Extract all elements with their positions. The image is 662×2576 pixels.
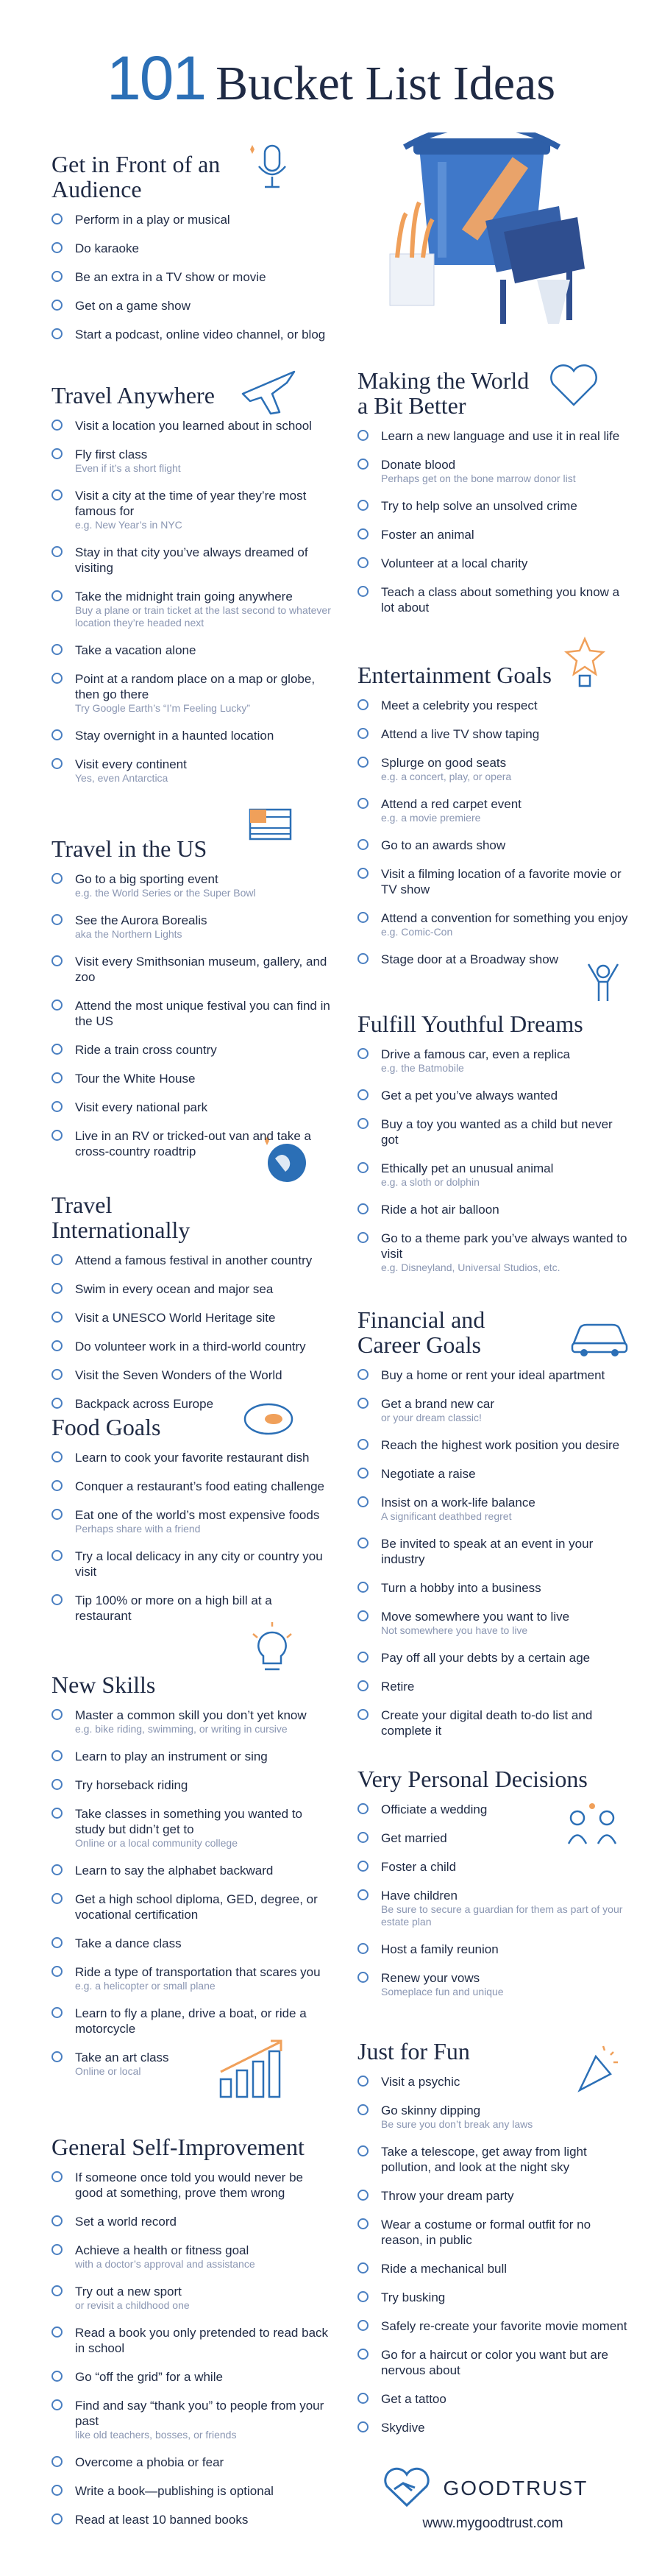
list-item: Try busking bbox=[357, 2290, 630, 2305]
checkbox-circle[interactable] bbox=[51, 758, 63, 769]
checkbox-circle[interactable] bbox=[357, 798, 369, 809]
list-item: Take classes in something you wanted to study but didn’t get to Online or a local community college bbox=[51, 1806, 331, 1850]
list-item: Reach the highest work position you desire bbox=[357, 1437, 630, 1453]
checkbox-circle[interactable] bbox=[51, 1312, 63, 1323]
section-title: Very Personal Decisions bbox=[357, 1766, 588, 1792]
bucket-illustration-icon bbox=[375, 132, 611, 346]
list-item: Move somewhere you want to live Not somewhere you have to live bbox=[357, 1609, 630, 1637]
checkbox-circle[interactable] bbox=[51, 2513, 63, 2524]
section-just-for-fun bbox=[357, 2039, 630, 2449]
section-audience bbox=[51, 152, 331, 355]
checkbox-circle[interactable] bbox=[51, 2215, 63, 2226]
list-item: Ride a type of transportation that scares you e.g. a helicopter or small plane bbox=[51, 1964, 331, 1992]
checkbox-circle[interactable] bbox=[357, 699, 369, 710]
checkbox-circle[interactable] bbox=[357, 500, 369, 511]
list-item: Pay off all your debts by a certain age bbox=[357, 1650, 630, 1666]
list-item: Learn to fly a plane, drive a boat, or ride a motorcycle bbox=[51, 2006, 331, 2037]
checkbox-circle[interactable] bbox=[51, 2007, 63, 2018]
checkbox-circle[interactable] bbox=[51, 546, 63, 557]
list-item: Get a tattoo bbox=[357, 2391, 630, 2407]
list-item: Insist on a work-life balance A significant deathbed regret bbox=[357, 1495, 630, 1523]
section-title: Making the World a Bit Better bbox=[357, 367, 530, 419]
list-item: Set a world record bbox=[51, 2214, 331, 2229]
list-item: Have children Be sure to secure a guardian for them as part of your estate plan bbox=[357, 1888, 630, 1928]
list-item: Eat one of the world’s most expensive foods Perhaps share with a friend bbox=[51, 1507, 331, 1535]
checkbox-circle[interactable] bbox=[51, 1369, 63, 1380]
checkbox-circle[interactable] bbox=[357, 2320, 369, 2331]
checkbox-circle[interactable] bbox=[51, 1480, 63, 1491]
checkbox-circle[interactable] bbox=[357, 757, 369, 768]
list-item: Get married bbox=[357, 1830, 630, 1846]
list-item: Do volunteer work in a third-world country bbox=[51, 1339, 331, 1354]
list-item: Take a dance class bbox=[51, 1936, 331, 1951]
checkbox-circle[interactable] bbox=[51, 1044, 63, 1055]
list-item: Attend a famous festival in another country bbox=[51, 1253, 331, 1268]
checkbox-circle[interactable] bbox=[51, 242, 63, 253]
checkbox-circle[interactable] bbox=[51, 489, 63, 500]
section-food-goals bbox=[51, 1415, 331, 1637]
list-item: Try horseback riding bbox=[51, 1777, 331, 1793]
section-personal-decisions bbox=[357, 1766, 630, 2011]
list-item: Stage door at a Broadway show bbox=[357, 952, 630, 967]
list-item: Swim in every ocean and major sea bbox=[51, 1281, 331, 1297]
checkbox-circle[interactable] bbox=[51, 999, 63, 1011]
list-item: Visit every national park bbox=[51, 1100, 331, 1115]
section-title: Just for Fun bbox=[357, 2038, 470, 2064]
checkbox-circle[interactable] bbox=[357, 1610, 369, 1621]
list-item: Donate blood Perhaps get on the bone marrow donor list bbox=[357, 457, 630, 485]
checkbox-circle[interactable] bbox=[51, 1750, 63, 1761]
checkbox-circle[interactable] bbox=[51, 213, 63, 224]
checkbox-circle[interactable] bbox=[357, 1943, 369, 1954]
list-item: Turn a hobby into a business bbox=[357, 1580, 630, 1596]
checkbox-circle[interactable] bbox=[357, 1538, 369, 1549]
list-item: Ethically pet an unusual animal e.g. a sloth or dolphin bbox=[357, 1161, 630, 1189]
checkbox-circle[interactable] bbox=[357, 557, 369, 568]
section-financial-career bbox=[357, 1307, 630, 1752]
checkbox-circle[interactable] bbox=[357, 2349, 369, 2360]
list-item: Visit the Seven Wonders of the World bbox=[51, 1367, 331, 1383]
checkbox-circle[interactable] bbox=[51, 1808, 63, 1819]
footer-url-link[interactable]: www.mygoodtrust.com bbox=[422, 2516, 563, 2531]
list-item: Attend a convention for something you enjoy e.g. Comic-Con bbox=[357, 910, 630, 938]
checkbox-circle[interactable] bbox=[357, 1203, 369, 1214]
list-item: Create your digital death to-do list and complete it bbox=[357, 1708, 630, 1738]
section-new-skills bbox=[51, 1672, 331, 2091]
checkbox-circle[interactable] bbox=[357, 728, 369, 739]
checkbox-circle[interactable] bbox=[357, 2145, 369, 2156]
section-travel-us bbox=[51, 836, 331, 1172]
list-item: Write a book—publishing is optional bbox=[51, 2483, 331, 2499]
list-item: See the Aurora Borealis aka the Northern Lights bbox=[51, 913, 331, 941]
checkbox-circle[interactable] bbox=[357, 1232, 369, 1243]
list-item: Master a common skill you don’t yet know e.g. bike riding, swimming, or writing in cursive bbox=[51, 1708, 331, 1735]
checkbox-circle[interactable] bbox=[51, 1101, 63, 1112]
list-item: Be an extra in a TV show or movie bbox=[51, 269, 331, 285]
checkbox-circle[interactable] bbox=[51, 1072, 63, 1083]
list-item: Go “off the grid” for a while bbox=[51, 2369, 331, 2385]
list-item: Visit a UNESCO World Heritage site bbox=[51, 1310, 331, 1326]
list-item: Visit a psychic bbox=[357, 2074, 630, 2090]
checkbox-circle[interactable] bbox=[357, 1861, 369, 1872]
list-item: Conquer a restaurant’s food eating challenge bbox=[51, 1479, 331, 1494]
list-item: Officiate a wedding bbox=[357, 1802, 630, 1817]
list-item: Buy a home or rent your ideal apartment bbox=[357, 1367, 630, 1383]
checkbox-circle[interactable] bbox=[51, 1451, 63, 1462]
checkbox-circle[interactable] bbox=[357, 1468, 369, 1479]
list-item: Visit every Smithsonian museum, gallery, and zoo bbox=[51, 954, 331, 985]
checkbox-circle[interactable] bbox=[357, 2262, 369, 2274]
list-item: Negotiate a raise bbox=[357, 1466, 630, 1482]
checkbox-circle[interactable] bbox=[51, 590, 63, 601]
checkbox-circle[interactable] bbox=[357, 1439, 369, 1450]
section-title: Food Goals bbox=[51, 1414, 161, 1440]
list-item: Do karaoke bbox=[51, 241, 331, 256]
list-item: Learn to say the alphabet backward bbox=[51, 1863, 331, 1878]
list-item: Ride a hot air balloon bbox=[357, 1202, 630, 1217]
checkbox-circle[interactable] bbox=[357, 1803, 369, 1814]
checkbox-circle[interactable] bbox=[51, 1340, 63, 1351]
checkbox-circle[interactable] bbox=[357, 1496, 369, 1507]
list-item: Get a pet you’ve always wanted bbox=[357, 1088, 630, 1103]
checkbox-circle[interactable] bbox=[51, 328, 63, 339]
checkbox-circle[interactable] bbox=[357, 912, 369, 923]
section-title: Travel in the US bbox=[51, 835, 207, 862]
section-title: Entertainment Goals bbox=[357, 662, 552, 688]
list-item: Get a brand new car or your dream classic! bbox=[357, 1396, 630, 1424]
list-item: Visit a filming location of a favorite movie or TV show bbox=[357, 866, 630, 897]
checkbox-circle[interactable] bbox=[51, 1594, 63, 1605]
list-item: Retire bbox=[357, 1679, 630, 1694]
list-item: Learn to cook your favorite restaurant dish bbox=[51, 1450, 331, 1465]
list-item: Visit every continent Yes, even Antarctica bbox=[51, 757, 331, 785]
list-item: Take an art class Online or local bbox=[51, 2050, 331, 2078]
list-item: Renew your vows Someplace fun and unique bbox=[357, 1970, 630, 1998]
list-item: Go for a haircut or color you want but are nervous about bbox=[357, 2347, 630, 2378]
list-item: Go to an awards show bbox=[357, 838, 630, 853]
list-item: Read at least 10 banned books bbox=[51, 2512, 331, 2527]
checkbox-circle[interactable] bbox=[357, 1972, 369, 1983]
list-item: Be invited to speak at an event in your industry bbox=[357, 1536, 630, 1567]
checkbox-circle[interactable] bbox=[51, 1509, 63, 1520]
list-item: Achieve a health or fitness goal with a doctor’s approval and assistance bbox=[51, 2243, 331, 2271]
checkbox-circle[interactable] bbox=[357, 868, 369, 879]
list-item: Backpack across Europe bbox=[51, 1396, 331, 1412]
checkbox-circle[interactable] bbox=[51, 2399, 63, 2410]
checkbox-circle[interactable] bbox=[357, 2218, 369, 2229]
checkbox-circle[interactable] bbox=[357, 2076, 369, 2087]
checkbox-circle[interactable] bbox=[357, 953, 369, 964]
list-item: Take a telescope, get away from light pollution, and look at the night sky bbox=[357, 2144, 630, 2175]
list-item: Take a vacation alone bbox=[51, 643, 331, 658]
list-item: Attend a live TV show taping bbox=[357, 726, 630, 742]
title-text: Bucket List Ideas bbox=[216, 57, 556, 110]
checkbox-circle[interactable] bbox=[51, 2244, 63, 2255]
checkbox-circle[interactable] bbox=[51, 1254, 63, 1265]
checkbox-circle[interactable] bbox=[51, 1966, 63, 1977]
checkbox-circle[interactable] bbox=[51, 1779, 63, 1790]
list-item: Visit a location you learned about in school bbox=[51, 418, 331, 434]
checkbox-circle[interactable] bbox=[51, 271, 63, 282]
section-title: New Skills bbox=[51, 1671, 156, 1698]
checkbox-circle[interactable] bbox=[357, 528, 369, 539]
checkbox-circle[interactable] bbox=[51, 1398, 63, 1409]
list-item: Try out a new sport or revisit a childhood one bbox=[51, 2284, 331, 2312]
checkbox-circle[interactable] bbox=[357, 1398, 369, 1409]
checkbox-circle[interactable] bbox=[51, 1864, 63, 1875]
checkbox-circle[interactable] bbox=[51, 2051, 63, 2062]
list-item: Read a book you only pretended to read back in school bbox=[51, 2325, 331, 2356]
list-item: Attend a red carpet event e.g. a movie premiere bbox=[357, 796, 630, 824]
list-item: Throw your dream party bbox=[357, 2188, 630, 2204]
section-youthful-dreams bbox=[357, 1011, 630, 1287]
checkbox-circle[interactable] bbox=[51, 2485, 63, 2496]
checkbox-circle[interactable] bbox=[51, 2285, 63, 2296]
checkbox-circle[interactable] bbox=[51, 673, 63, 684]
checkbox-circle[interactable] bbox=[51, 420, 63, 431]
checkbox-circle[interactable] bbox=[51, 2326, 63, 2338]
checkbox-circle[interactable] bbox=[357, 430, 369, 441]
page-title bbox=[0, 43, 662, 114]
list-item: Fly first class Even if it’s a short flight bbox=[51, 447, 331, 475]
handshake-heart-icon bbox=[381, 2467, 433, 2510]
list-item: Foster a child bbox=[357, 1859, 630, 1875]
checkbox-circle[interactable] bbox=[51, 914, 63, 925]
section-title: Financial and Career Goals bbox=[357, 1306, 485, 1358]
list-item: Safely re-create your favorite movie moment bbox=[357, 2318, 630, 2334]
checkbox-circle[interactable] bbox=[51, 873, 63, 884]
list-item: Drive a famous car, even a replica e.g. the Batmobile bbox=[357, 1047, 630, 1075]
list-item: Try a local delicacy in any city or country you visit bbox=[51, 1549, 331, 1579]
checkbox-circle[interactable] bbox=[51, 644, 63, 655]
list-item: Stay in that city you’ve always dreamed of visiting bbox=[51, 545, 331, 576]
title-number: 101 bbox=[106, 43, 206, 113]
goodtrust-logo[interactable] bbox=[381, 2467, 602, 2510]
list-item: Find and say “thank you” to people from your past like old teachers, bosses, or friends bbox=[51, 2398, 331, 2441]
list-item: Go to a theme park you’ve always wanted to visit e.g. Disneyland, Universal Studios, etc. bbox=[357, 1231, 630, 1274]
checkbox-circle[interactable] bbox=[357, 2190, 369, 2201]
checkbox-circle[interactable] bbox=[51, 1130, 63, 1141]
list-item: Try to help solve an unsolved crime bbox=[357, 498, 630, 514]
checkbox-circle[interactable] bbox=[51, 955, 63, 966]
list-item: Overcome a phobia or fear bbox=[51, 2455, 331, 2470]
checkbox-circle[interactable] bbox=[357, 1709, 369, 1720]
list-item: Ride a mechanical bull bbox=[357, 2261, 630, 2276]
list-item: Attend the most unique festival you can find in the US bbox=[51, 998, 331, 1029]
list-item: Start a podcast, online video channel, or blog bbox=[51, 327, 331, 342]
checkbox-circle[interactable] bbox=[357, 839, 369, 850]
checkbox-circle[interactable] bbox=[357, 459, 369, 470]
list-item: Wear a costume or formal outfit for no reason, in public bbox=[357, 2217, 630, 2248]
checkbox-circle[interactable] bbox=[51, 300, 63, 311]
brand-name: GOODTRUST bbox=[443, 2477, 588, 2499]
list-item: Tour the White House bbox=[51, 1071, 331, 1086]
checkbox-circle[interactable] bbox=[357, 1582, 369, 1593]
list-item: Live in an RV or tricked-out van and take a cross-country roadtrip bbox=[51, 1128, 331, 1159]
list-item: Meet a celebrity you respect bbox=[357, 698, 630, 713]
list-item: If someone once told you would never be good at something, prove them wrong bbox=[51, 2170, 331, 2201]
section-entertainment bbox=[357, 662, 630, 980]
list-item: Point at a random place on a map or globe, then go there Try Google Earth’s “I’m Feeling Lucky” bbox=[51, 671, 331, 715]
list-item: Take the midnight train going anywhere Buy a plane or train ticket at the last second to whatever location they’re headed next bbox=[51, 589, 331, 629]
list-item: Get a high school diploma, GED, degree, or vocational certification bbox=[51, 1892, 331, 1922]
section-title: Get in Front of an Audience bbox=[51, 151, 221, 202]
checkbox-circle[interactable] bbox=[357, 2291, 369, 2302]
checkbox-circle[interactable] bbox=[357, 1832, 369, 1843]
checkbox-circle[interactable] bbox=[357, 586, 369, 597]
list-item: Ride a train cross country bbox=[51, 1042, 331, 1058]
checkbox-circle[interactable] bbox=[357, 2393, 369, 2404]
list-item: Foster an animal bbox=[357, 527, 630, 542]
checkbox-circle[interactable] bbox=[357, 1048, 369, 1059]
checkbox-circle[interactable] bbox=[51, 1283, 63, 1294]
checkbox-circle[interactable] bbox=[357, 1118, 369, 1129]
section-travel-internationally bbox=[51, 1192, 331, 1425]
checkbox-circle[interactable] bbox=[51, 1550, 63, 1561]
section-world-better bbox=[357, 368, 630, 629]
section-title: Travel Internationally bbox=[51, 1192, 191, 1243]
list-item: Learn to play an instrument or sing bbox=[51, 1749, 331, 1764]
list-item: Skydive bbox=[357, 2420, 630, 2435]
section-self-improvement bbox=[51, 2134, 331, 2541]
list-item: Go to a big sporting event e.g. the World Series or the Super Bowl bbox=[51, 871, 331, 899]
checkbox-circle[interactable] bbox=[357, 1680, 369, 1691]
checkbox-circle[interactable] bbox=[357, 1369, 369, 1380]
checkbox-circle[interactable] bbox=[357, 1162, 369, 1173]
list-item: Learn a new language and use it in real life bbox=[357, 428, 630, 444]
list-item: Tip 100% or more on a high bill at a restaurant bbox=[51, 1593, 331, 1624]
checkbox-circle[interactable] bbox=[51, 2371, 63, 2382]
list-item: Stay overnight in a haunted location bbox=[51, 728, 331, 743]
list-item: Get on a game show bbox=[51, 298, 331, 314]
section-title: Fulfill Youthful Dreams bbox=[357, 1011, 583, 1037]
checkbox-circle[interactable] bbox=[357, 1089, 369, 1100]
list-item: Visit a city at the time of year they’re most famous for e.g. New Year’s in NYC bbox=[51, 488, 331, 531]
checkbox-circle[interactable] bbox=[51, 729, 63, 740]
list-item: Go skinny dipping Be sure you don’t break any laws bbox=[357, 2103, 630, 2131]
section-title: General Self-Improvement bbox=[51, 2134, 305, 2160]
checkbox-circle[interactable] bbox=[357, 2104, 369, 2115]
list-item: Perform in a play or musical bbox=[51, 212, 331, 227]
list-item: Volunteer at a local charity bbox=[357, 556, 630, 571]
checkbox-circle[interactable] bbox=[357, 2421, 369, 2432]
checkbox-circle[interactable] bbox=[51, 1937, 63, 1948]
list-item: Buy a toy you wanted as a child but never got bbox=[357, 1117, 630, 1147]
checkbox-circle[interactable] bbox=[51, 1709, 63, 1720]
checkbox-circle[interactable] bbox=[357, 1889, 369, 1900]
checkbox-circle[interactable] bbox=[51, 448, 63, 459]
list-item: Teach a class about something you know a lot about bbox=[357, 584, 630, 615]
section-title: Travel Anywhere bbox=[51, 382, 215, 408]
list-item: Splurge on good seats e.g. a concert, play, or opera bbox=[357, 755, 630, 783]
list-item: Host a family reunion bbox=[357, 1942, 630, 1957]
checkbox-circle[interactable] bbox=[51, 1893, 63, 1904]
section-travel-anywhere bbox=[51, 383, 331, 798]
checkbox-circle[interactable] bbox=[51, 2456, 63, 2467]
checkbox-circle[interactable] bbox=[51, 2171, 63, 2182]
checkbox-circle[interactable] bbox=[357, 1652, 369, 1663]
